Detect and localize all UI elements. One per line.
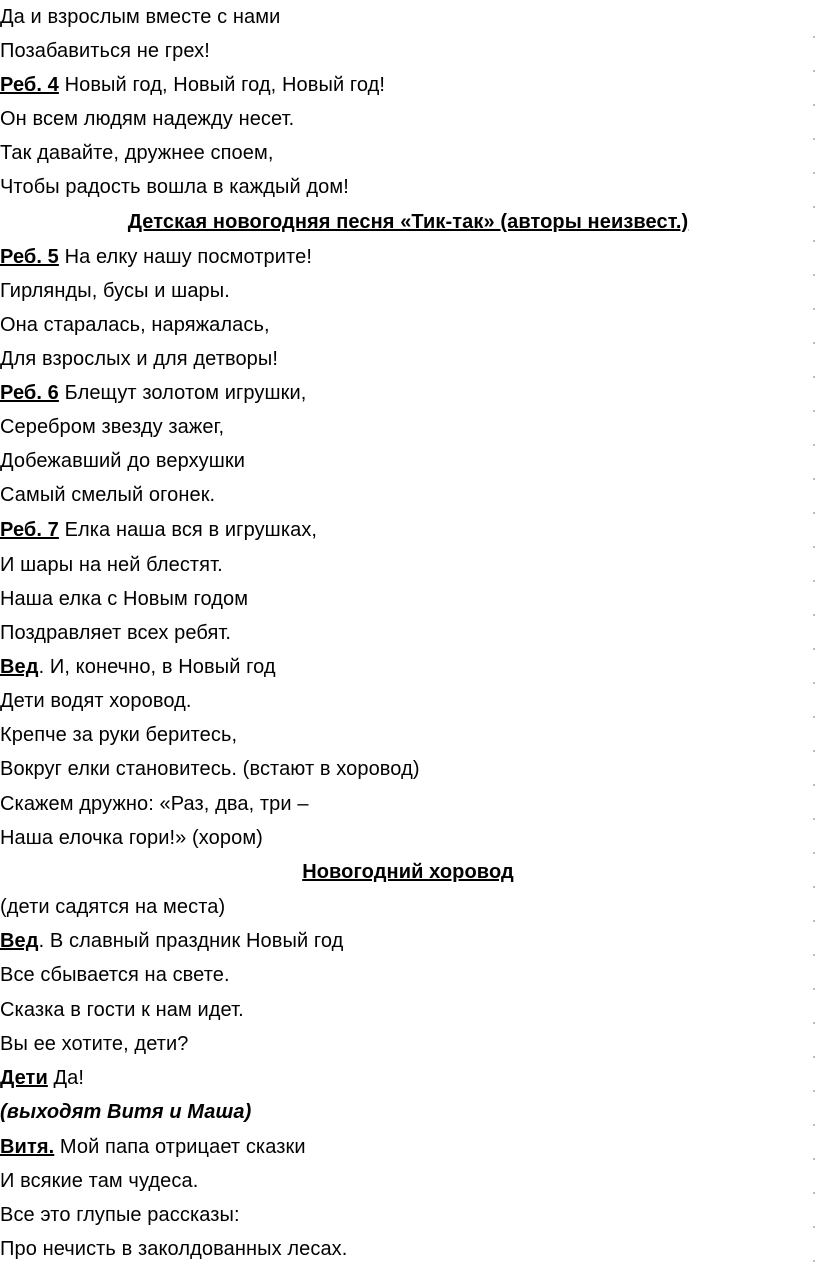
text-line: Он всем людям надежду несет. <box>0 108 295 130</box>
text-line: И всякие там чудеса. <box>0 1170 199 1192</box>
speaker-label: Вед <box>0 930 39 952</box>
speaker-label: Дети <box>0 1067 48 1089</box>
text-line: И шары на ней блестят. <box>0 554 223 576</box>
text-line: Наша елочка гори!» (хором) <box>0 827 263 849</box>
speaker-label: Реб. 6 <box>0 382 59 404</box>
text-line: Вы ее хотите, дети? <box>0 1033 189 1055</box>
text-line: Про нечисть в заколдованных лесах. <box>0 1238 348 1260</box>
text-line: Вед. В славный праздник Новый год <box>0 930 344 952</box>
section-heading: Новогодний хоровод <box>302 861 514 883</box>
text-line: Крепче за руки беритесь, <box>0 724 238 746</box>
text-line: Реб. 5 На елку нашу посмотрите! <box>0 246 312 268</box>
text-line: Вед. И, конечно, в Новый год <box>0 656 276 678</box>
text-line: Самый смелый огонек. <box>0 484 216 506</box>
text-line: Скажем дружно: «Раз, два, три – <box>0 793 309 815</box>
text-line: Так давайте, дружнее споем, <box>0 142 274 164</box>
text-line: Для взрослых и для детворы! <box>0 348 279 370</box>
text-line: Позабавиться не грех! <box>0 40 210 62</box>
stage-direction: (выходят Витя и Маша) <box>0 1101 252 1123</box>
right-margin-dots <box>810 0 816 1271</box>
speaker-label: Реб. 7 <box>0 519 59 541</box>
text-line: Наша елка с Новым годом <box>0 588 249 610</box>
text-line: Витя. Мой папа отрицает сказки <box>0 1136 306 1158</box>
text-line: Реб. 4 Новый год, Новый год, Новый год! <box>0 74 386 96</box>
text-line: Все это глупые рассказы: <box>0 1204 240 1226</box>
text-line: Да и взрослым вместе с нами <box>0 6 281 28</box>
text-line: Добежавший до верхушки <box>0 450 246 472</box>
text-line: Дети водят хоровод. <box>0 690 192 712</box>
text-line: Она старалась, наряжалась, <box>0 314 270 336</box>
text-line: Поздравляет всех ребят. <box>0 622 232 644</box>
text-line: Дети Да! <box>0 1067 85 1089</box>
speaker-label: Реб. 4 <box>0 74 59 96</box>
text-line: (дети садятся на места) <box>0 896 226 918</box>
text-line: Вокруг елки становитесь. (встают в хоровод) <box>0 758 420 780</box>
text-line: Все сбывается на свете. <box>0 964 230 986</box>
speaker-label: Витя. <box>0 1136 55 1158</box>
text-line: Реб. 6 Блещут золотом игрушки, <box>0 382 307 404</box>
text-line: Реб. 7 Елка наша вся в игрушках, <box>0 519 318 541</box>
text-line: Сказка в гости к нам идет. <box>0 999 244 1021</box>
speaker-label: Вед <box>0 656 39 678</box>
speaker-label: Реб. 5 <box>0 246 59 268</box>
section-heading: Детская новогодняя песня «Тик-так» (авторы неизвест.) <box>127 211 689 233</box>
text-line: Гирлянды, бусы и шары. <box>0 280 230 302</box>
text-line: Серебром звезду зажег, <box>0 416 225 438</box>
text-line: Чтобы радость вошла в каждый дом! <box>0 176 349 198</box>
